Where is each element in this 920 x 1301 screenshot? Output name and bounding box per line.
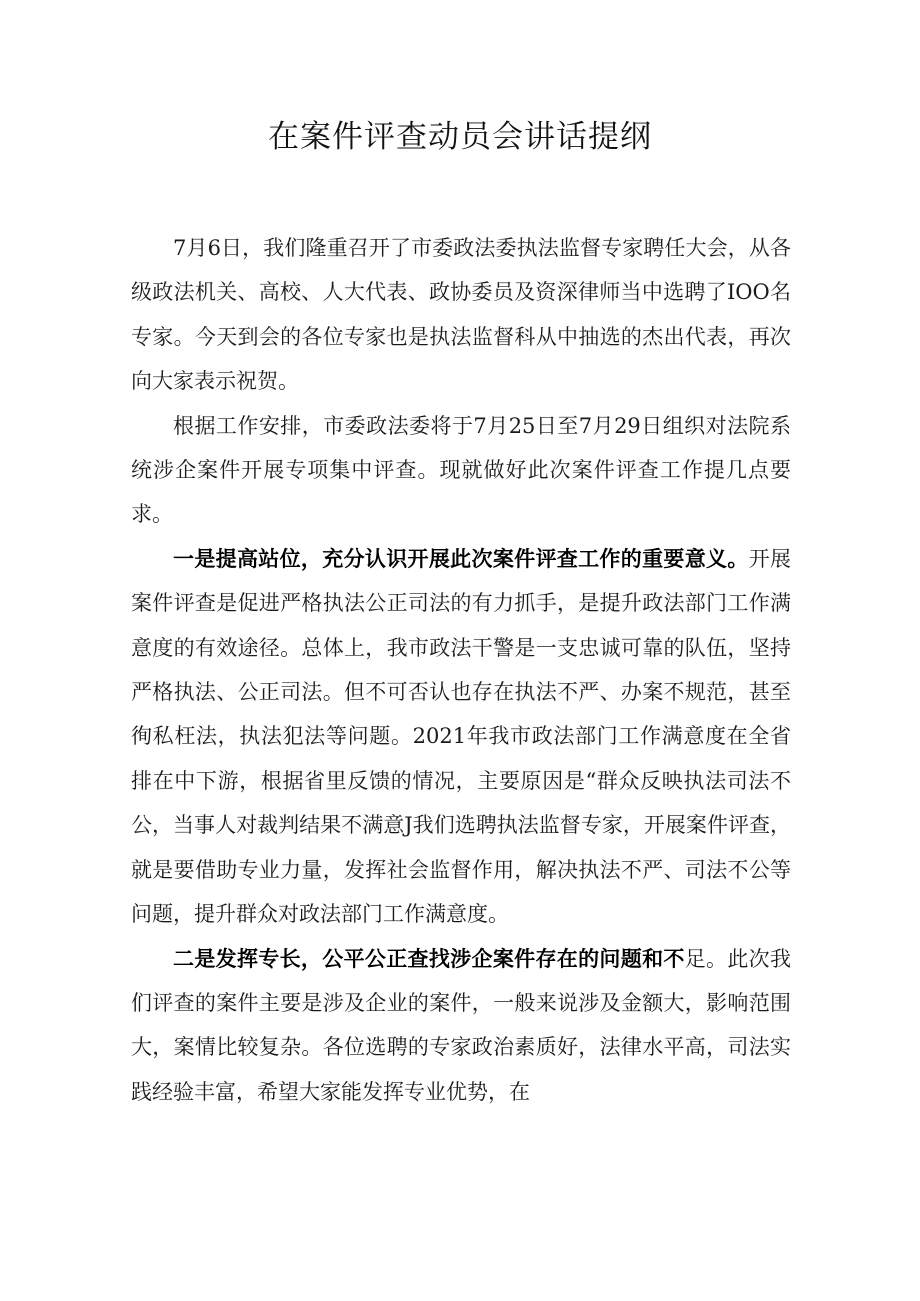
document-body xyxy=(131,226,791,1114)
paragraph-text: 足。此次我们评查的案件主要是涉及企业的案件，一般来说涉及金额大，影响范围大，案情比较复杂。各位选聘的专家政治素质好，法律水平高，司法实践经验丰富，希望大家能发挥专业优势，在 xyxy=(131,946,792,1104)
paragraph-text: 根据工作安排，市委政法委将于7月25日至7月29日组织对法院系统涉企案件开展专项集中评查。现就做好此次案件评查工作提几点要求。 xyxy=(131,413,791,527)
paragraph-heading: 二是发挥专长，公平公正查找涉企案件存在的问题和不 xyxy=(173,946,685,971)
paragraph-2 xyxy=(131,404,791,537)
paragraph-heading: 一是提高站位，充分认识开展此次案件评查工作的重要意义。 xyxy=(173,546,749,571)
paragraph-text: 开展案件评查是促进严格执法公正司法的有力抓手，是提升政法部门工作满意度的有效途径。总体上，我市政法干警是一支忠诚可靠的队伍，坚持严格执法、公正司法。但不可否认也存在执法不严、办案不规范，甚至徇私枉法，执法犯法等问题。2021年我市政法部门工作满意度在全省排在中下游，根据省里反馈的情况，主要原因是“群众反映执法司法不公，当事人对裁判结果不满意J我们选聘执法监督专家，开展案件评查，就是要借助专业力量，发挥社会监督作用，解决执法不严、司法不公等问题，提升群众对政法部门工作满意度。 xyxy=(131,546,792,927)
paragraph-3 xyxy=(131,537,791,937)
paragraph-text: 7月6日，我们隆重召开了市委政法委执法监督专家聘任大会，从各级政法机关、高校、人大代表、政协委员及资深律师当中选聘了IOO名专家。今天到会的各位专家也是执法监督科从中抽选的杰出代表，再次向大家表示祝贺。 xyxy=(131,236,791,394)
document-title: 在案件评查动员会讲话提纲 xyxy=(268,119,652,155)
paragraph-4 xyxy=(131,937,791,1115)
paragraph-1 xyxy=(131,226,791,404)
